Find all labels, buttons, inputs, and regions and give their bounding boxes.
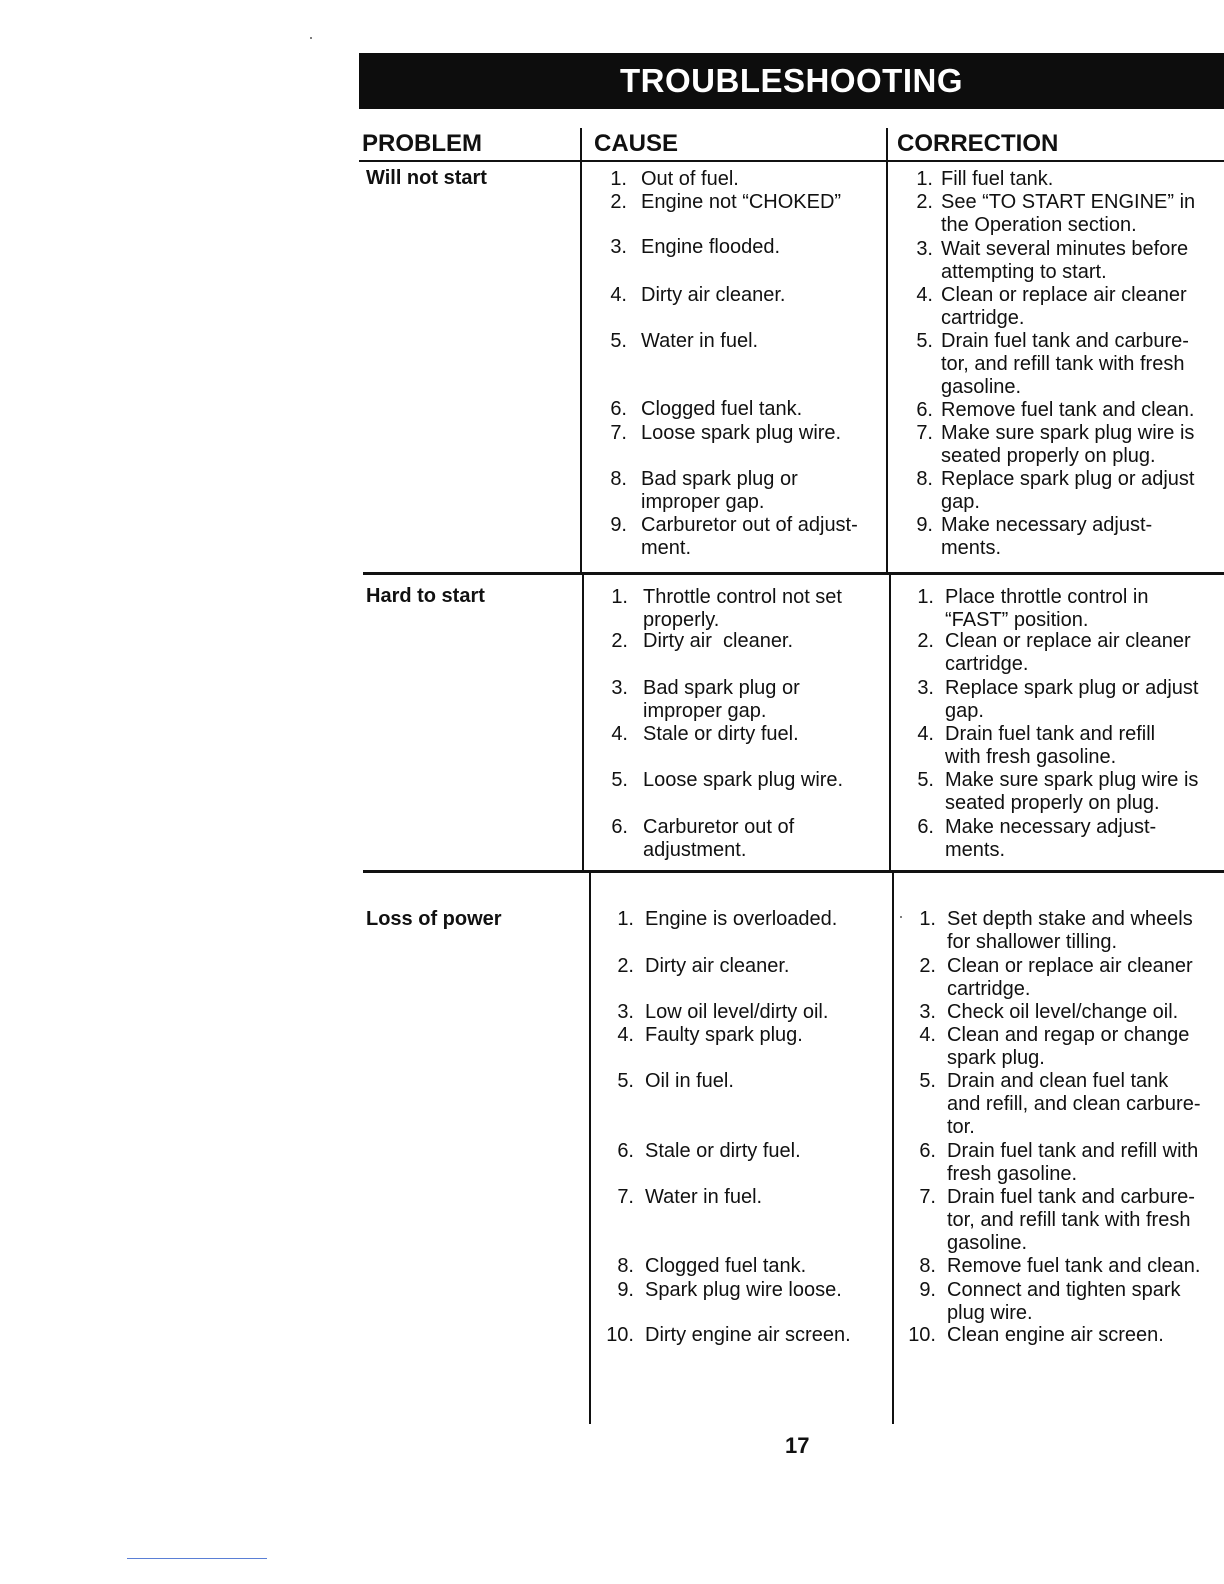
cause-number: 8. (610, 468, 627, 490)
problem-label: Loss of power (366, 908, 502, 930)
correction-text: Drain fuel tank and carbure- tor, and refill tank with fresh gasoline. (941, 330, 1189, 398)
cause-number: 1. (611, 586, 628, 608)
correction-number: 9. (916, 514, 933, 536)
cause-text: Bad spark plug or improper gap. (641, 468, 798, 513)
correction-text: Clean or replace air cleaner cartridge. (947, 955, 1193, 1000)
header-rule (359, 160, 1224, 162)
correction-number: 3. (919, 1001, 936, 1023)
correction-number: 7. (916, 422, 933, 444)
cause-number: 5. (611, 769, 628, 791)
cause-text: Engine is overloaded. (645, 908, 838, 930)
cause-text: Clogged fuel tank. (641, 398, 803, 420)
cause-number: 6. (617, 1140, 634, 1162)
correction-number: 4. (916, 284, 933, 306)
cause-text: Dirty air cleaner. (645, 955, 790, 977)
cause-text: Bad spark plug or improper gap. (643, 677, 800, 722)
correction-number: 4. (917, 723, 934, 745)
correction-number: 2. (916, 191, 933, 213)
cause-number: 6. (611, 816, 628, 838)
cause-number: 3. (617, 1001, 634, 1023)
correction-number: 4. (919, 1024, 936, 1046)
cause-text: Throttle control not set properly. (643, 586, 842, 631)
problem-label: Will not start (366, 167, 487, 189)
cause-number: 2. (611, 630, 628, 652)
correction-number: 8. (919, 1255, 936, 1277)
cause-number: 10. (606, 1324, 634, 1346)
correction-text: See “TO START ENGINE” in the Operation section. (941, 191, 1196, 236)
cause-text: Engine not “CHOKED” (641, 191, 842, 213)
cause-text: Dirty air cleaner. (641, 284, 786, 306)
cause-number: 4. (610, 284, 627, 306)
correction-number: 3. (916, 238, 933, 260)
correction-text: Set depth stake and wheels for shallower tilling. (947, 908, 1193, 953)
correction-number: 1. (917, 586, 934, 608)
cause-text: Out of fuel. (641, 168, 739, 190)
correction-text: Drain fuel tank and refill with fresh gasoline. (947, 1140, 1199, 1185)
cause-number: 1. (610, 168, 627, 190)
problem-label: Hard to start (366, 585, 485, 607)
correction-header: CORRECTION (897, 130, 1059, 157)
cause-number: 2. (610, 191, 627, 213)
correction-text: Replace spark plug or adjust gap. (945, 677, 1199, 722)
correction-text: Place throttle control in “FAST” position. (945, 586, 1149, 631)
correction-text: Make necessary adjust- ments. (941, 514, 1153, 559)
correction-number: 5. (917, 769, 934, 791)
cause-text: Carburetor out of adjustment. (643, 816, 795, 861)
cause-text: Clogged fuel tank. (645, 1255, 807, 1277)
page-number: 17 (785, 1433, 810, 1458)
correction-text: Make sure spark plug wire is seated properly on plug. (945, 769, 1199, 814)
correction-number: 9. (919, 1279, 936, 1301)
correction-number: 3. (917, 677, 934, 699)
cause-number: 7. (617, 1186, 634, 1208)
correction-text: Fill fuel tank. (941, 168, 1054, 190)
cause-number: 9. (610, 514, 627, 536)
cause-text: Stale or dirty fuel. (643, 723, 799, 745)
cause-text: Low oil level/dirty oil. (645, 1001, 829, 1023)
page-title: TROUBLESHOOTING (359, 53, 1224, 109)
correction-text: Remove fuel tank and clean. (947, 1255, 1201, 1277)
correction-text: Remove fuel tank and clean. (941, 399, 1195, 421)
correction-text: Make sure spark plug wire is seated properly on plug. (941, 422, 1195, 467)
correction-text: Clean and regap or change spark plug. (947, 1024, 1190, 1069)
correction-number: 2. (917, 630, 934, 652)
correction-text: Wait several minutes before attempting to start. (941, 238, 1189, 283)
cause-text: Water in fuel. (641, 330, 759, 352)
correction-text: Make necessary adjust- ments. (945, 816, 1157, 861)
correction-number: 5. (916, 330, 933, 352)
cause-text: Water in fuel. (645, 1186, 763, 1208)
correction-text: Replace spark plug or adjust gap. (941, 468, 1195, 513)
cause-number: 5. (610, 330, 627, 352)
cause-text: Stale or dirty fuel. (645, 1140, 801, 1162)
cause-number: 3. (611, 677, 628, 699)
cause-number: 4. (611, 723, 628, 745)
correction-number: 6. (917, 816, 934, 838)
cause-number: 4. (617, 1024, 634, 1046)
cause-text: Dirty air cleaner. (643, 630, 794, 652)
cause-number: 2. (617, 955, 634, 977)
correction-number: 7. (919, 1186, 936, 1208)
correction-number: 2. (919, 955, 936, 977)
cause-text: Spark plug wire loose. (645, 1279, 842, 1301)
problem-header: PROBLEM (362, 130, 482, 157)
correction-text: Clean or replace air cleaner cartridge. (941, 284, 1187, 329)
correction-number: 5. (919, 1070, 936, 1092)
cause-number: 9. (617, 1279, 634, 1301)
cause-header: CAUSE (594, 130, 679, 157)
correction-number: 10. (908, 1324, 936, 1346)
cause-text: Loose spark plug wire. (641, 422, 842, 444)
cause-text: Carburetor out of adjust- ment. (641, 514, 858, 559)
correction-number: 1. (916, 168, 933, 190)
correction-text: Drain fuel tank and carbure- tor, and refill tank with fresh gasoline. (947, 1186, 1195, 1254)
cause-number: 6. (610, 398, 627, 420)
correction-text: Clean or replace air cleaner cartridge. (945, 630, 1191, 675)
section-rule-2 (363, 870, 1224, 873)
scan-speck (900, 916, 902, 918)
correction-text: Check oil level/change oil. (947, 1001, 1179, 1023)
cause-text: Engine flooded. (641, 236, 781, 258)
scan-speck (310, 37, 312, 39)
correction-number: 6. (916, 399, 933, 421)
cause-text: Faulty spark plug. (645, 1024, 803, 1046)
cause-text: Oil in fuel. (645, 1070, 734, 1092)
correction-number: 1. (919, 908, 936, 930)
cause-number: 1. (617, 908, 634, 930)
correction-text: Connect and tighten spark plug wire. (947, 1279, 1181, 1324)
footer-link-line (127, 1558, 267, 1559)
correction-text: Clean engine air screen. (947, 1324, 1164, 1346)
correction-text: Drain fuel tank and refill with fresh gasoline. (945, 723, 1156, 768)
cause-number: 3. (610, 236, 627, 258)
cause-text: Dirty engine air screen. (645, 1324, 851, 1346)
cause-text: Loose spark plug wire. (643, 769, 844, 791)
correction-text: Drain and clean fuel tank and refill, and clean carbure- tor. (947, 1070, 1201, 1138)
correction-number: 6. (919, 1140, 936, 1162)
correction-number: 8. (916, 468, 933, 490)
section-rule-1 (363, 572, 1224, 575)
cause-number: 8. (617, 1255, 634, 1277)
cause-number: 7. (610, 422, 627, 444)
cause-number: 5. (617, 1070, 634, 1092)
